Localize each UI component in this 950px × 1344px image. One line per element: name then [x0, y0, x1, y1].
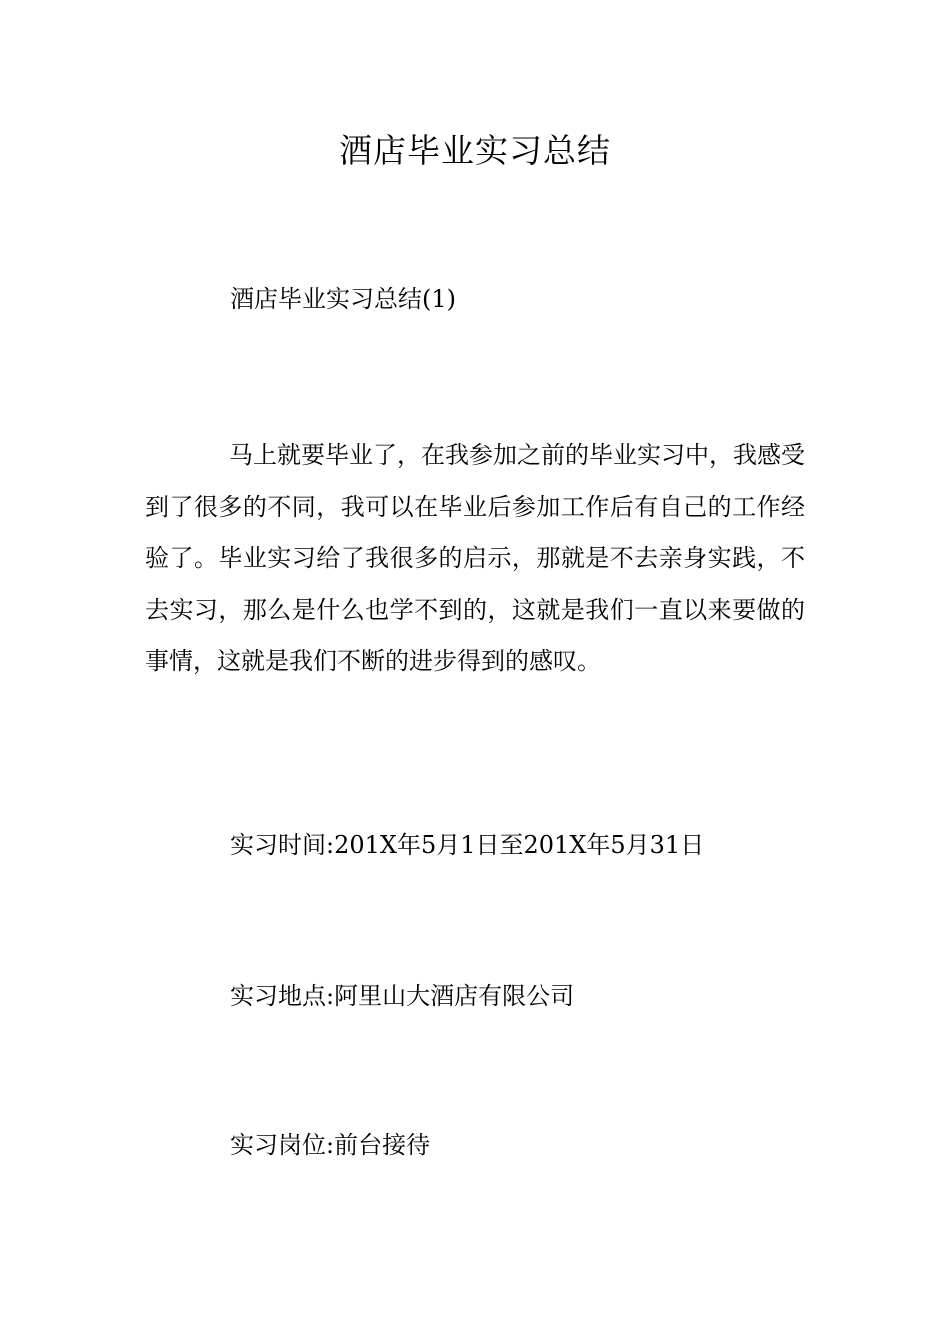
document-title: 酒店毕业实习总结 [339, 131, 611, 170]
internship-post: 实习岗位:前台接待 [230, 1131, 431, 1159]
internship-time: 实习时间:201X年5月1日至201X年5月31日 [230, 831, 705, 859]
section-heading: 酒店毕业实习总结(1) [230, 285, 456, 313]
internship-place: 实习地点:阿里山大酒店有限公司 [230, 982, 575, 1010]
body-paragraph: 马上就要毕业了，在我参加之前的毕业实习中，我感受到了很多的不同，我可以在毕业后参加工作后有自己的工作经验了。毕业实习给了我很多的启示，那就是不去亲身实践，不去实习，那么是什么也学不到的，这就是我们一直以来要做的事情，这就是我们不断的进步得到的感叹。 [145, 441, 805, 675]
